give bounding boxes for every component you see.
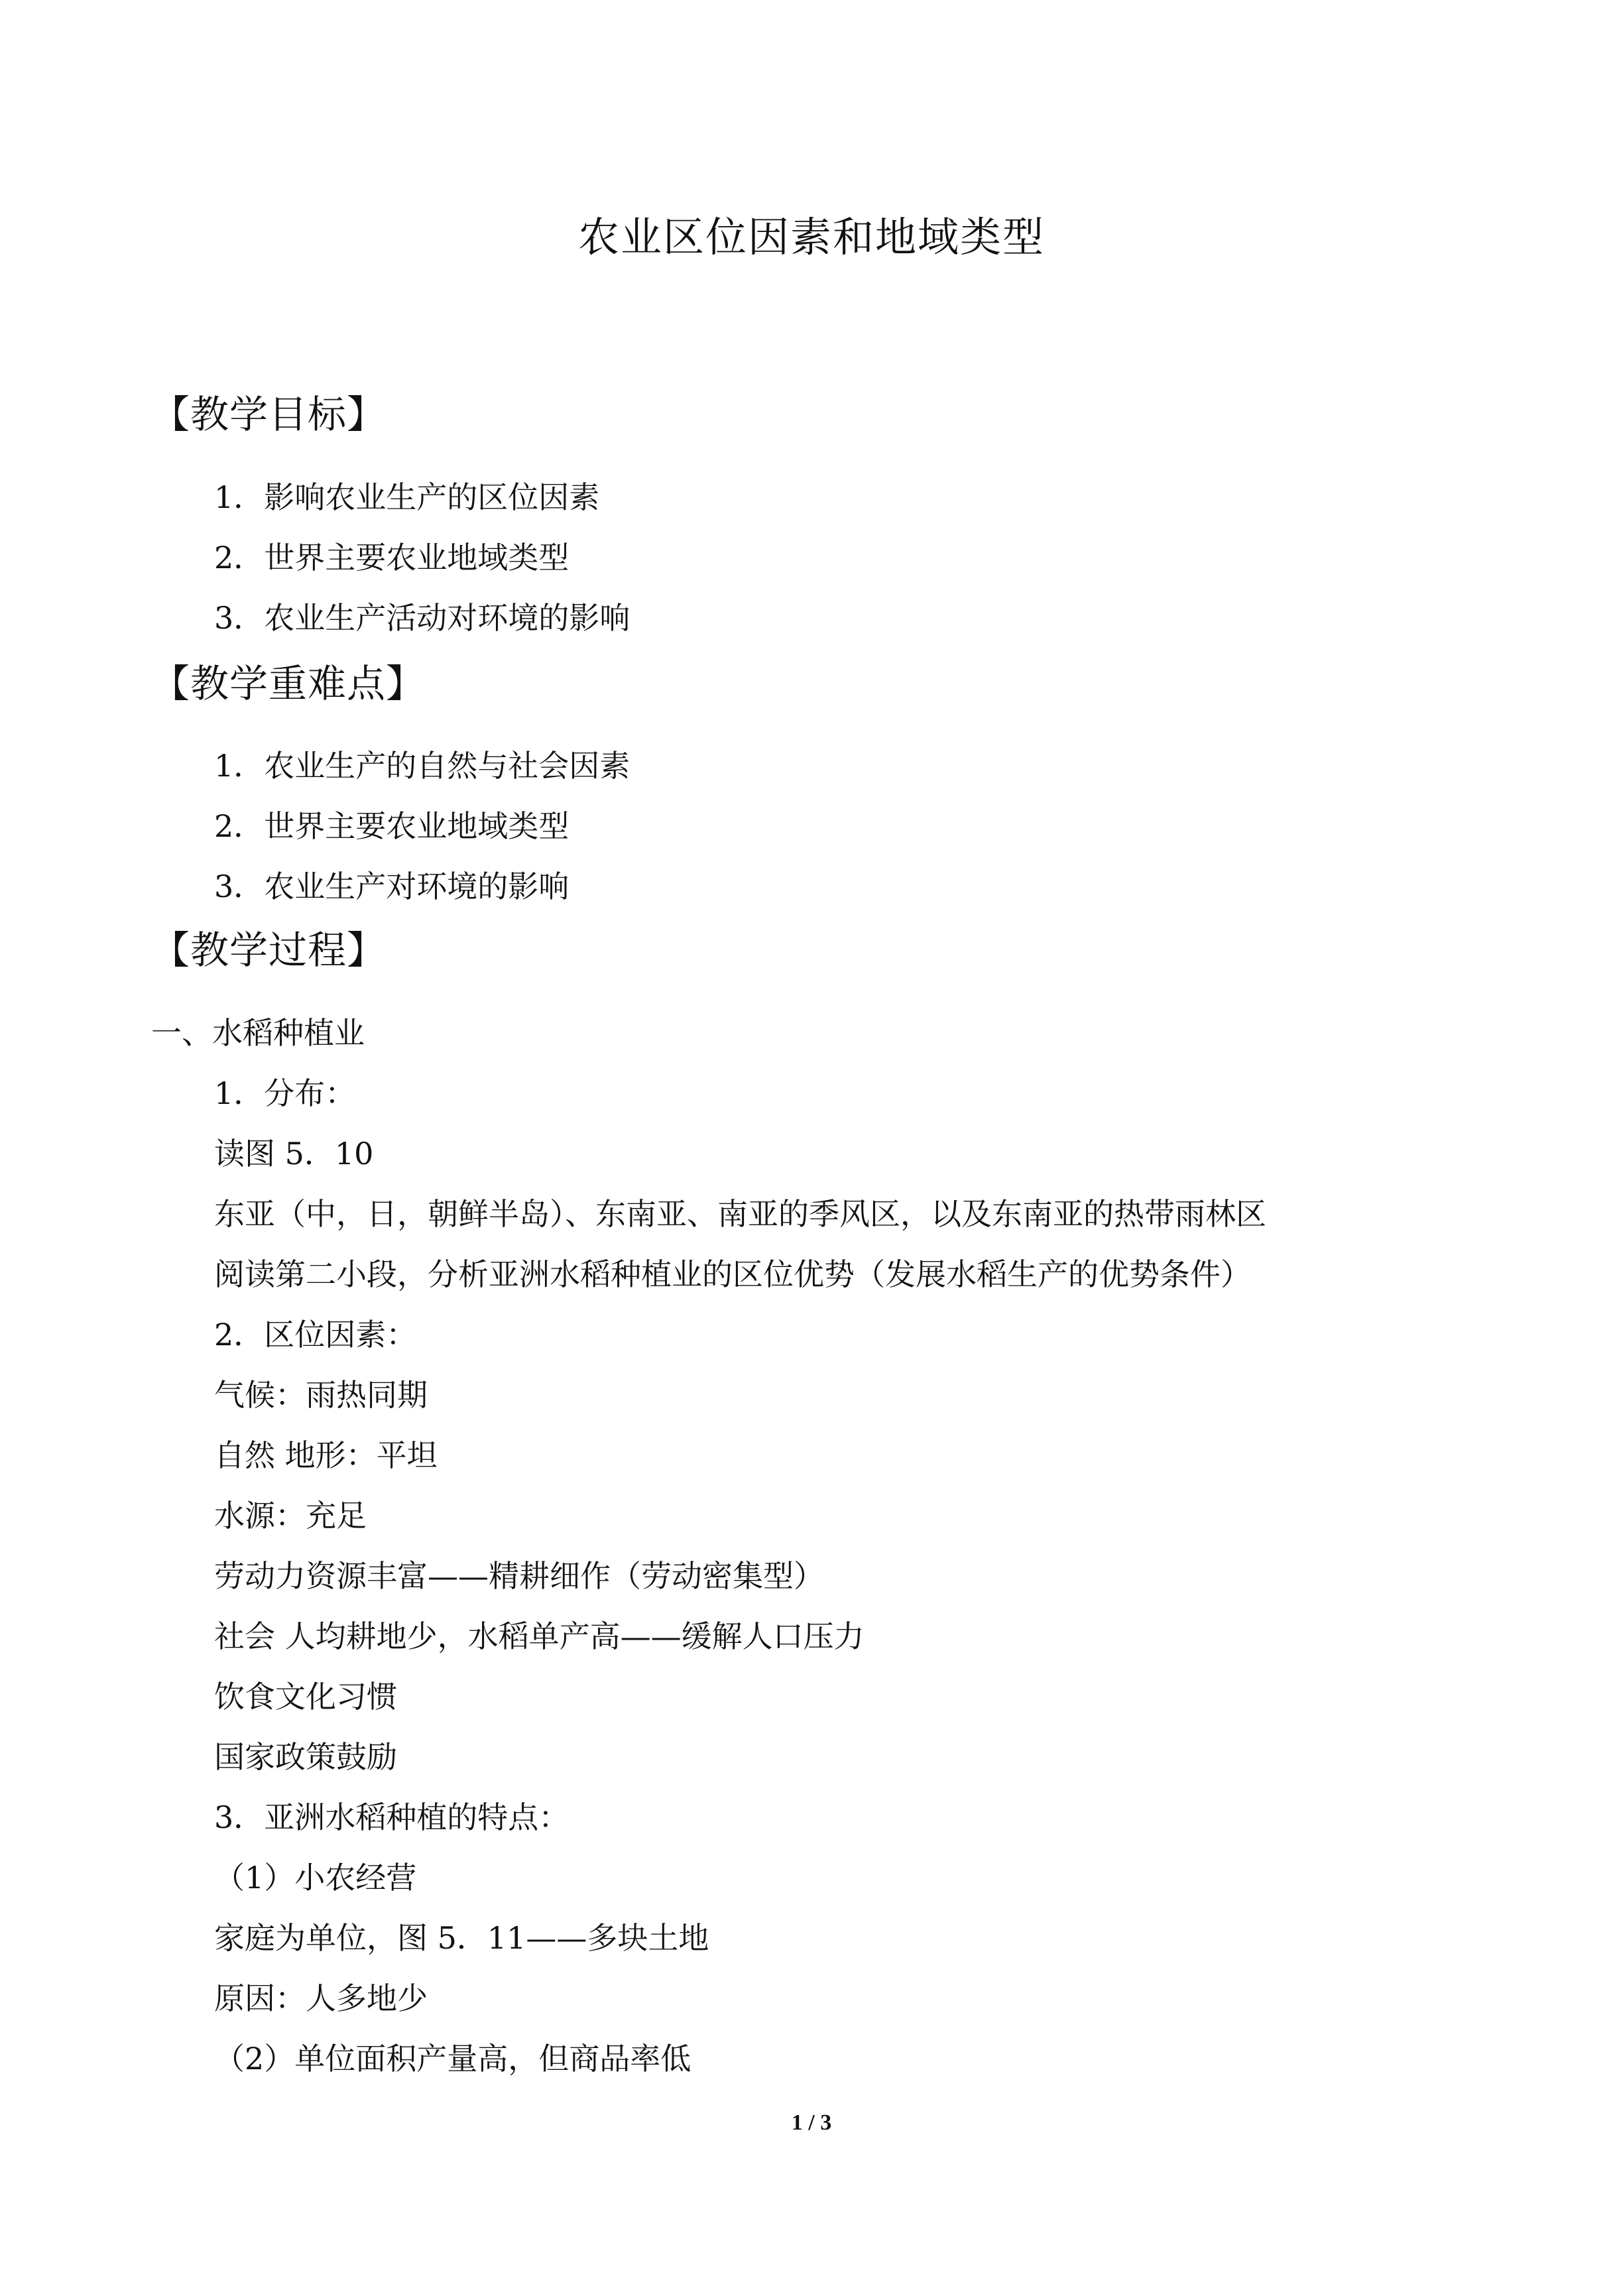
process-line: 饮食文化习惯 xyxy=(214,1679,397,1715)
process-line: 气候：雨热同期 xyxy=(214,1377,428,1413)
process-line: 1．分布： xyxy=(214,1075,356,1111)
process-line: （1）小农经营 xyxy=(214,1860,417,1896)
process-line: 读图 5．10 xyxy=(214,1136,374,1172)
process-line: 原因：人多地少 xyxy=(214,1980,428,2016)
process-line: 水源：充足 xyxy=(214,1498,367,1534)
section-heading-process: 【教学过程】 xyxy=(151,928,387,973)
process-line: 东亚（中，日，朝鲜半岛）、东南亚、南亚的季风区，以及东南亚的热带雨林区 xyxy=(214,1196,1266,1232)
process-line: 国家政策鼓励 xyxy=(214,1739,397,1775)
key-point-item: 2．世界主要农业地域类型 xyxy=(214,808,570,844)
process-subsection-title: 一、水稻种植业 xyxy=(151,1015,365,1051)
process-line: 2．区位因素： xyxy=(214,1317,417,1353)
process-line: 家庭为单位，图 5．11——多块土地 xyxy=(214,1920,709,1956)
process-line: 劳动力资源丰富——精耕细作（劳动密集型） xyxy=(214,1558,824,1594)
section-heading-objectives: 【教学目标】 xyxy=(151,392,387,437)
process-line: （2）单位面积产量高，但商品率低 xyxy=(214,2041,691,2077)
process-line: 自然 地形：平坦 xyxy=(214,1437,438,1473)
key-point-item: 1．农业生产的自然与社会因素 xyxy=(214,748,631,784)
section-heading-key-points: 【教学重难点】 xyxy=(151,661,426,706)
document-title: 农业区位因素和地域类型 xyxy=(577,213,1045,261)
page-number: 1 / 3 xyxy=(791,2110,832,2135)
objective-item: 3．农业生产活动对环境的影响 xyxy=(214,600,631,636)
objective-item: 1．影响农业生产的区位因素 xyxy=(214,479,600,515)
process-line: 3．亚洲水稻种植的特点： xyxy=(214,1799,570,1835)
process-line: 社会 人均耕地少，水稻单产高——缓解人口压力 xyxy=(214,1618,865,1654)
process-line: 阅读第二小段，分析亚洲水稻种植业的区位优势（发展水稻生产的优势条件） xyxy=(214,1256,1251,1292)
objective-item: 2．世界主要农业地域类型 xyxy=(214,540,570,575)
key-point-item: 3．农业生产对环境的影响 xyxy=(214,869,570,904)
